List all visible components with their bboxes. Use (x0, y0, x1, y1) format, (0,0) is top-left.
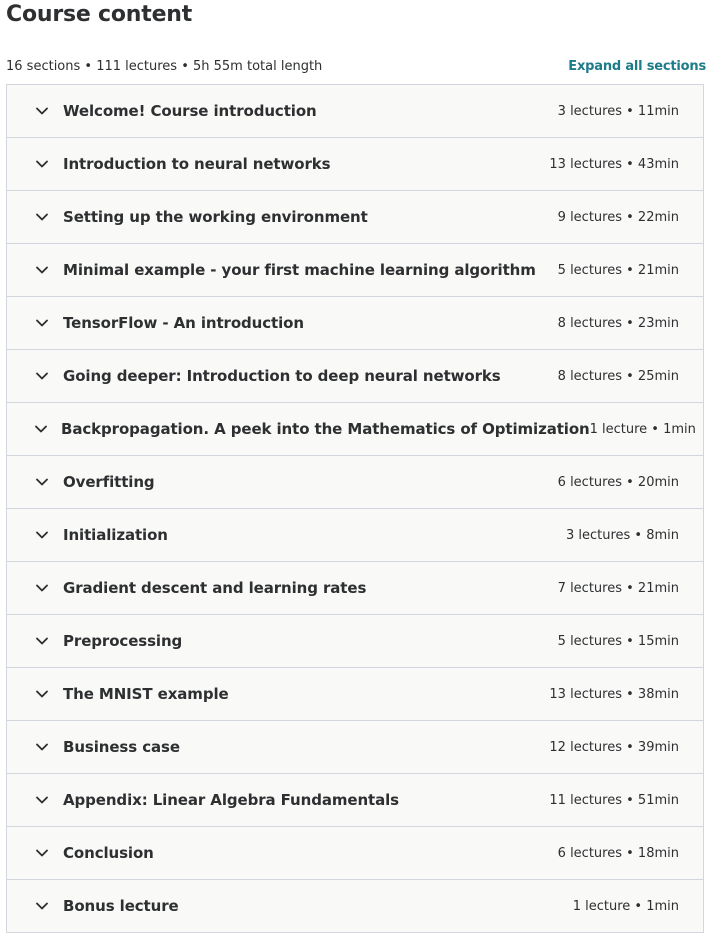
section-header[interactable] (7, 190, 703, 243)
section-title: Business case (63, 738, 180, 756)
section-meta: 13 lectures • 43min (549, 156, 679, 172)
section-title: Welcome! Course introduction (63, 102, 317, 120)
chevron-down-icon (35, 793, 49, 807)
section-header[interactable] (7, 879, 703, 932)
chevron-down-icon (35, 528, 49, 542)
expand-all-sections-button[interactable]: Expand all sections (568, 58, 706, 74)
section-meta: 5 lectures • 15min (557, 633, 679, 649)
section-header[interactable] (7, 667, 703, 720)
section-title: The MNIST example (63, 685, 229, 703)
section-meta: 3 lectures • 11min (557, 103, 679, 119)
chevron-down-icon (35, 899, 49, 913)
chevron-down-icon (35, 369, 49, 383)
course-summary-row (6, 57, 706, 75)
chevron-down-icon (35, 740, 49, 754)
section-meta: 3 lectures • 8min (565, 527, 679, 543)
section-header[interactable] (7, 85, 703, 137)
section-title: Bonus lecture (63, 897, 179, 915)
section-header[interactable] (7, 296, 703, 349)
section-title: Conclusion (63, 844, 154, 862)
section-title: Backpropagation. A peek into the Mathematics of Optimization (61, 420, 590, 438)
section-title: TensorFlow - An introduction (63, 314, 304, 332)
chevron-down-icon (35, 475, 49, 489)
section-meta: 7 lectures • 21min (557, 580, 679, 596)
section-meta: 5 lectures • 21min (557, 262, 679, 278)
section-title: Preprocessing (63, 632, 183, 650)
section-header[interactable] (7, 773, 703, 826)
section-header[interactable] (7, 508, 703, 561)
section-meta: 8 lectures • 23min (557, 315, 679, 331)
chevron-down-icon (35, 210, 49, 224)
chevron-down-icon (35, 581, 49, 595)
section-header[interactable] (7, 402, 703, 455)
page-title: Course content (6, 2, 193, 27)
section-header[interactable] (7, 243, 703, 296)
chevron-down-icon (35, 104, 49, 118)
section-header[interactable] (7, 455, 703, 508)
section-header[interactable] (7, 826, 703, 879)
chevron-down-icon (35, 846, 49, 860)
section-header[interactable] (7, 349, 703, 402)
chevron-down-icon (35, 634, 49, 648)
section-meta: 6 lectures • 20min (557, 474, 679, 490)
section-title: Introduction to neural networks (63, 155, 331, 173)
chevron-down-icon (35, 157, 49, 171)
section-header[interactable] (7, 614, 703, 667)
section-title: Appendix: Linear Algebra Fundamentals (63, 791, 400, 809)
section-title: Setting up the working environment (63, 208, 368, 226)
section-meta: 11 lectures • 51min (549, 792, 679, 808)
section-header[interactable] (7, 720, 703, 773)
section-meta: 9 lectures • 22min (557, 209, 679, 225)
section-title: Overfitting (63, 473, 155, 491)
sections-list (6, 84, 704, 933)
chevron-down-icon (35, 263, 49, 277)
section-meta: 13 lectures • 38min (549, 686, 679, 702)
section-meta: 1 lecture • 1min (572, 898, 679, 914)
chevron-down-icon (35, 422, 47, 436)
section-header[interactable] (7, 561, 703, 614)
section-title: Going deeper: Introduction to deep neural networks (63, 367, 501, 385)
section-meta: 8 lectures • 25min (557, 368, 679, 384)
chevron-down-icon (35, 687, 49, 701)
section-meta: 6 lectures • 18min (557, 845, 679, 861)
section-meta: 1 lecture • 1min (589, 421, 696, 437)
section-title: Initialization (63, 526, 168, 544)
section-title: Minimal example - your first machine learning algorithm (63, 261, 536, 279)
section-meta: 12 lectures • 39min (549, 739, 679, 755)
section-title: Gradient descent and learning rates (63, 579, 367, 597)
chevron-down-icon (35, 316, 49, 330)
course-summary-text: 16 sections • 111 lectures • 5h 55m total length (6, 58, 323, 74)
section-header[interactable] (7, 137, 703, 190)
